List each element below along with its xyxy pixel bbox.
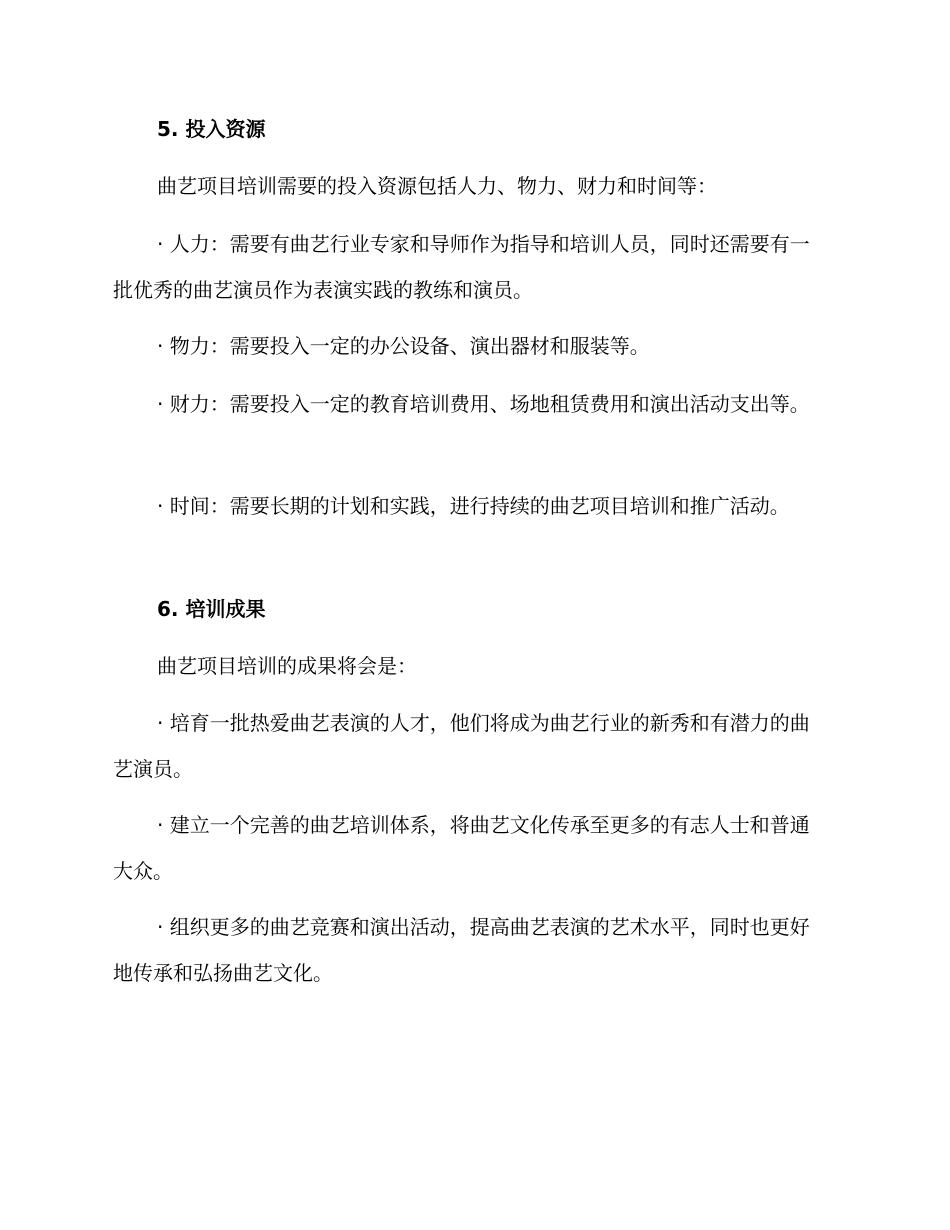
list-item-materials: · 物力：需要投入一定的办公设备、演出器材和服装等。: [157, 334, 650, 358]
section-heading-investment: 5. 投入资源: [157, 117, 266, 141]
list-item-talent: · 培育一批热爱曲艺表演的人才，他们将成为曲艺行业的新秀和有潜力的曲艺演员。: [113, 711, 810, 781]
list-item-system: · 建立一个完善的曲艺培训体系，将曲艺文化传承至更多的有志人士和普通大众。: [113, 813, 810, 883]
paragraph-outcomes-intro: 曲艺项目培训的成果将会是：: [157, 654, 417, 678]
paragraph-intro: 曲艺项目培训需要的投入资源包括人力、物力、财力和时间等：: [157, 174, 717, 198]
list-item-finance: · 财力：需要投入一定的教育培训费用、场地租赁费用和演出活动支出等。: [157, 392, 810, 416]
list-item-manpower: · 人力：需要有曲艺行业专家和导师作为指导和培训人员，同时还需要有一批优秀的曲艺演员作为表演实践的教练和演员。: [113, 232, 810, 302]
section-heading-outcomes: 6. 培训成果: [157, 597, 266, 621]
list-item-time: · 时间：需要长期的计划和实践，进行持续的曲艺项目培训和推广活动。: [157, 494, 790, 518]
list-item-competitions: · 组织更多的曲艺竞赛和演出活动，提高曲艺表演的艺术水平，同时也更好地传承和弘扬曲艺文化。: [113, 915, 810, 985]
